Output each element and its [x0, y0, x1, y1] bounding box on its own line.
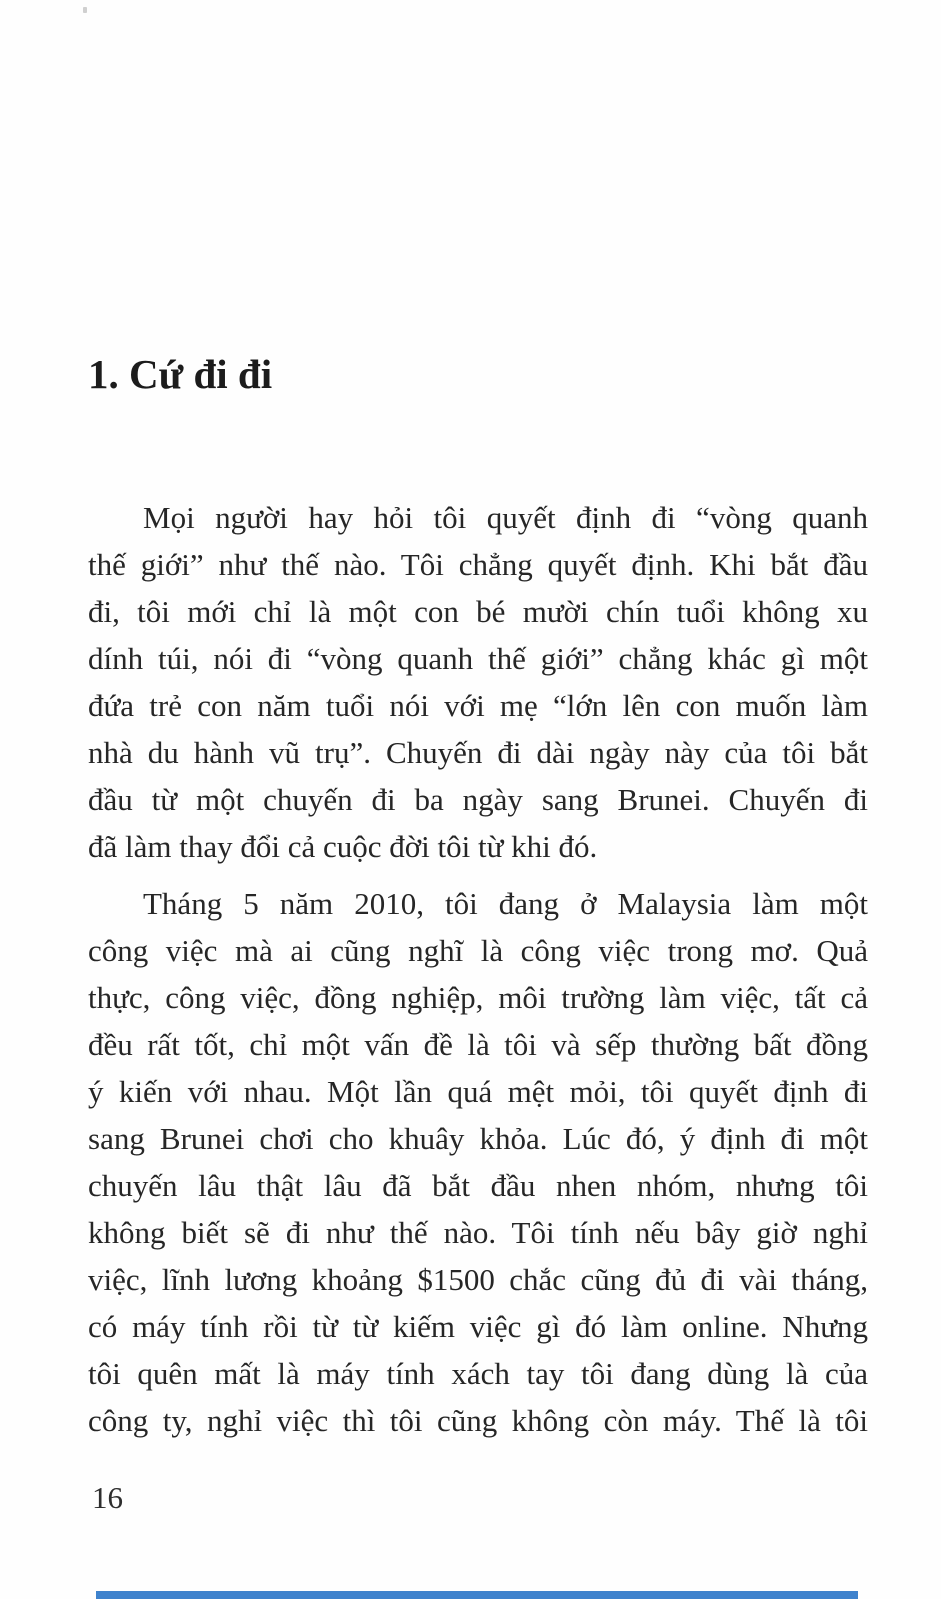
- text-line: đã làm thay đổi cả cuộc đời tôi từ khi đó.: [88, 829, 598, 864]
- text-line: đều rất tốt, chỉ một vấn đề là tôi và sếp thường bất đồng: [88, 1027, 868, 1062]
- text-line: đầu từ một chuyến đi ba ngày sang Brunei. Chuyến đi: [88, 782, 868, 817]
- text-line: Tháng 5 năm 2010, tôi đang ở Malaysia làm một: [143, 886, 868, 921]
- text-line: đi, tôi mới chỉ là một con bé mười chín tuổi không xu: [88, 594, 868, 629]
- text-line: thực, công việc, đồng nghiệp, môi trường làm việc, tất cả: [88, 980, 868, 1015]
- text-line: không biết sẽ đi như thế nào. Tôi tính nếu bây giờ nghỉ: [88, 1215, 868, 1250]
- text-line: nhà du hành vũ trụ”. Chuyến đi dài ngày này của tôi bắt: [88, 735, 868, 770]
- text-line: dính túi, nói đi “vòng quanh thế giới” chẳng khác gì một: [88, 641, 868, 676]
- scan-artifact: [83, 7, 87, 13]
- text-line: công ty, nghỉ việc thì tôi cũng không còn máy. Thế là tôi: [88, 1403, 868, 1438]
- reading-progress-bar[interactable]: [96, 1591, 858, 1599]
- body-text: [88, 494, 868, 1444]
- text-line: công việc mà ai cũng nghĩ là công việc trong mơ. Quả: [88, 933, 868, 968]
- text-line: tôi quên mất là máy tính xách tay tôi đang dùng là của: [88, 1356, 868, 1391]
- text-line: đứa trẻ con năm tuổi nói với mẹ “lớn lên con muốn làm: [88, 688, 868, 723]
- text-line: sang Brunei chơi cho khuây khỏa. Lúc đó, ý định đi một: [88, 1121, 868, 1156]
- text-line: việc, lĩnh lương khoảng $1500 chắc cũng đủ đi vài tháng,: [88, 1262, 868, 1297]
- text-line: chuyến lâu thật lâu đã bắt đầu nhen nhóm, nhưng tôi: [88, 1168, 868, 1203]
- text-line: ý kiến với nhau. Một lần quá mệt mỏi, tôi quyết định đi: [88, 1074, 868, 1109]
- text-line: có máy tính rồi từ từ kiếm việc gì đó làm online. Nhưng: [88, 1309, 868, 1344]
- text-line: thế giới” như thế nào. Tôi chẳng quyết định. Khi bắt đầu: [88, 547, 868, 582]
- page-number: 16: [92, 1480, 123, 1515]
- text-line: Mọi người hay hỏi tôi quyết định đi “vòng quanh: [143, 500, 868, 535]
- chapter-heading: 1. Cứ đi đi: [88, 351, 273, 397]
